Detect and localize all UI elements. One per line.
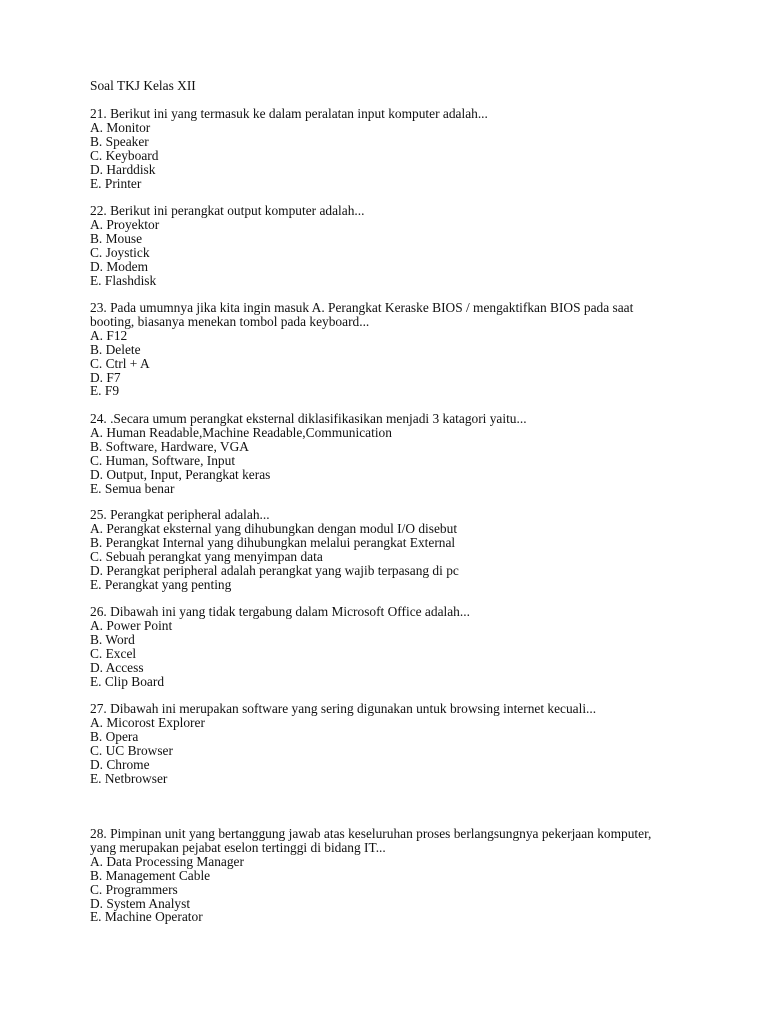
option-b: B. Word xyxy=(90,631,135,647)
option-d: D. F7 xyxy=(90,369,121,385)
option-c: C. Excel xyxy=(90,645,137,661)
question-28 xyxy=(90,827,730,924)
question-25 xyxy=(90,508,730,591)
option-d: D. Perangkat peripheral adalah perangkat yang wajib terpasang di pc xyxy=(90,562,459,578)
option-a: A. Perangkat eksternal yang dihubungkan dengan modul I/O disebut xyxy=(90,520,458,536)
question-text: 24. .Secara umum perangkat eksternal diklasifikasikan menjadi 3 katagori yaitu... xyxy=(90,411,527,426)
question-text: 21. Berikut ini yang termasuk ke dalam peralatan input komputer adalah... xyxy=(90,106,488,121)
option-b: B. Opera xyxy=(90,728,139,744)
option-b: B. Mouse xyxy=(90,230,143,246)
option-a: A. F12 xyxy=(90,327,128,343)
question-text: 27. Dibawah ini merupakan software yang sering digunakan untuk browsing internet kecuali... xyxy=(90,701,597,716)
question-22 xyxy=(90,204,730,287)
option-b: B. Perangkat Internal yang dihubungkan melalui perangkat External xyxy=(90,534,456,550)
option-e: E. F9 xyxy=(90,383,120,399)
option-a: A. Data Processing Manager xyxy=(90,853,244,869)
question-text: 25. Perangkat peripheral adalah... xyxy=(90,507,270,522)
option-b: B. Software, Hardware, VGA xyxy=(90,438,249,454)
option-d: D. Modem xyxy=(90,258,149,274)
question-text: 23. Pada umumnya jika kita ingin masuk A. Perangkat Keraske BIOS / mengaktifkan BIOS pada saat booting, biasanya menekan tombol pada keyboard... xyxy=(90,300,634,329)
question-text: 28. Pimpinan unit yang bertanggung jawab atas keseluruhan proses berlangsungnya pekerjaan komputer, yang merupakan pejabat eselon tertinggi di bidang IT... xyxy=(90,826,652,855)
question-text: 26. Dibawah ini yang tidak tergabung dalam Microsoft Office adalah... xyxy=(90,604,470,619)
option-c: C. Sebuah perangkat yang menyimpan data xyxy=(90,548,323,564)
question-26 xyxy=(90,605,730,688)
option-e: E. Perangkat yang penting xyxy=(90,576,232,592)
option-b: B. Delete xyxy=(90,341,141,357)
option-a: A. Monitor xyxy=(90,119,151,135)
option-a: A. Power Point xyxy=(90,617,173,633)
option-e: E. Flashdisk xyxy=(90,272,157,288)
document-title: Soal TKJ Kelas XII xyxy=(90,78,196,93)
option-e: E. Clip Board xyxy=(90,673,165,689)
option-e: E. Machine Operator xyxy=(90,909,203,925)
option-a: A. Micorost Explorer xyxy=(90,714,205,730)
option-c: C. UC Browser xyxy=(90,742,173,758)
option-d: D. Output, Input, Perangkat keras xyxy=(90,466,271,482)
option-b: B. Speaker xyxy=(90,133,149,149)
question-24 xyxy=(90,412,730,495)
option-e: E. Printer xyxy=(90,175,142,191)
question-21 xyxy=(90,107,730,190)
option-d: D. Harddisk xyxy=(90,161,156,177)
option-c: C. Keyboard xyxy=(90,147,159,163)
option-c: C. Joystick xyxy=(90,244,150,260)
option-d: D. Chrome xyxy=(90,756,150,772)
option-c: C. Ctrl + A xyxy=(90,355,150,371)
option-d: D. Access xyxy=(90,659,144,675)
option-c: C. Human, Software, Input xyxy=(90,452,236,468)
question-text: 22. Berikut ini perangkat output komputer adalah... xyxy=(90,203,365,218)
option-e: E. Semua benar xyxy=(90,480,175,496)
option-c: C. Programmers xyxy=(90,881,178,897)
option-a: A. Human Readable,Machine Readable,Communication xyxy=(90,424,392,440)
question-23 xyxy=(90,301,730,398)
option-e: E. Netbrowser xyxy=(90,770,168,786)
option-a: A. Proyektor xyxy=(90,216,160,232)
question-27 xyxy=(90,702,730,785)
option-b: B. Management Cable xyxy=(90,867,211,883)
option-d: D. System Analyst xyxy=(90,895,191,911)
